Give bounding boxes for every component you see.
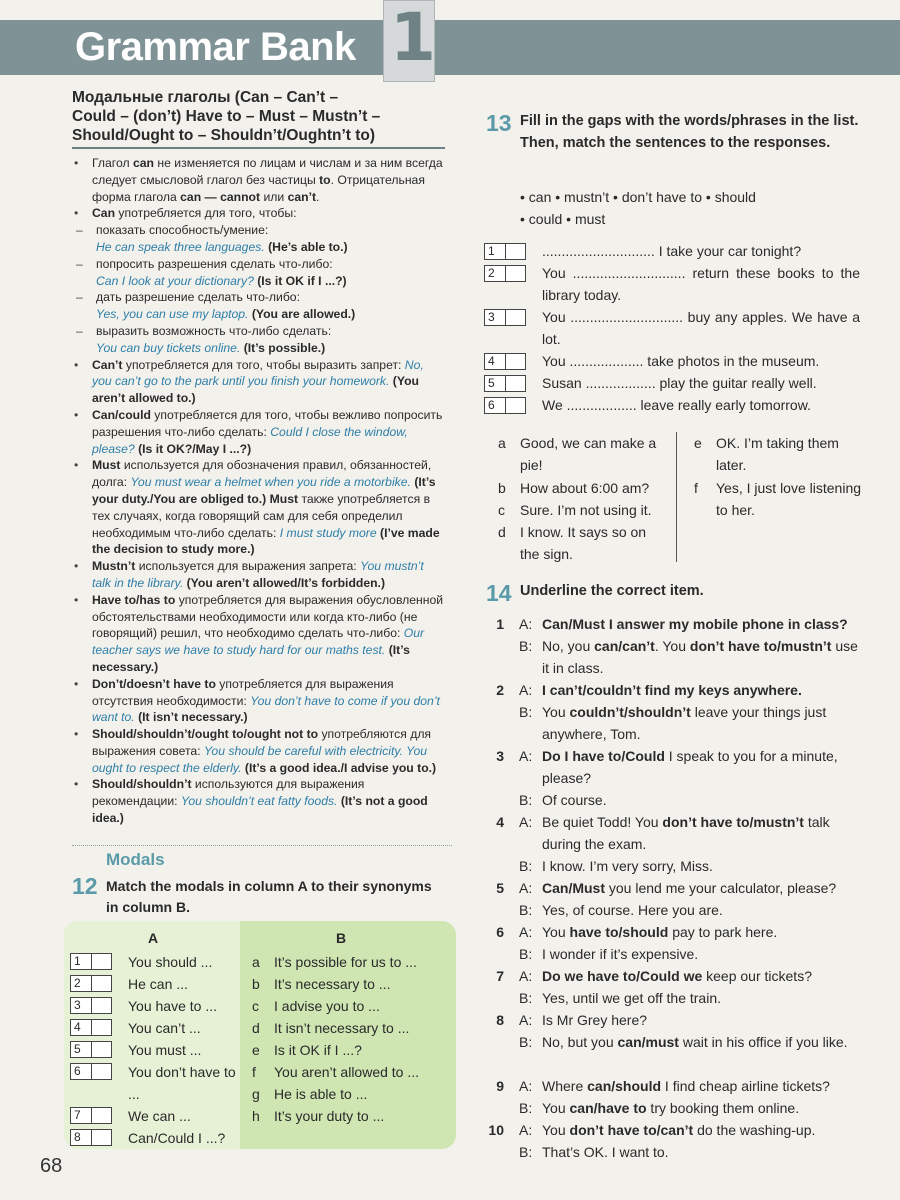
modals-section-title: Modals — [106, 850, 165, 869]
exercise-13-header — [486, 110, 866, 154]
column-b-letter: h — [252, 1108, 260, 1124]
column-a-item: You can’t ... — [128, 1020, 201, 1036]
column-b-letter: a — [252, 954, 260, 970]
heading-line-2: Could – (don’t) Have to – Must – Mustn’t – — [72, 108, 381, 125]
heading-rule — [72, 147, 445, 149]
rule-item: • Must используется для обозначения правил, обязанностей, долга: You must wear a helmet when you ride a motorbike. (It’s your duty./You are obliged to.) Must также употребляется в тех случаях, когда говорящий сам для себя определил необходимым что-либо сделать: I must study more (I’ve made the decision to study more.) — [72, 457, 445, 558]
answer-box[interactable]: 4 — [484, 353, 526, 370]
column-a-item: You must ... — [128, 1042, 202, 1058]
column-a-item: You don’t have to ... — [128, 1064, 236, 1102]
response-divider — [676, 432, 677, 562]
rule-subitem: – попросить разрешения сделать что-либо: — [72, 256, 445, 273]
exercise-number: 13 — [486, 110, 512, 136]
word-list-line: • can • mustn’t • don’t have to • should — [520, 189, 756, 205]
rule-item: • Should/shouldn’t/ought to/ought not to употребляются для выражения совета: You should be careful with electricity. You ought to respect the elderly. (It’s a good idea./I advise you to.) — [72, 726, 445, 776]
word-list — [520, 186, 860, 230]
column-b-item: He is able to ... — [274, 1086, 368, 1102]
column-b-letter: d — [252, 1020, 260, 1036]
gap-fill-sentence — [484, 372, 860, 394]
word-list-line: • could • must — [520, 211, 606, 227]
sentence-text: Susan .................. play the guitar really well. — [542, 375, 817, 391]
answer-box[interactable]: 3 — [70, 997, 112, 1014]
unit-number: 1 — [390, 0, 436, 76]
sentence-text: You ................... take photos in the museum. — [542, 353, 820, 369]
rule-item: • Глагол can не изменяется по лицам и числам и за ним всегда следует смысловой глагол без частицы to. Отрицательная форма глагола can — cannot или can’t. — [72, 155, 445, 205]
page-number: 68 — [40, 1155, 63, 1177]
column-b-item: It isn’t necessary to ... — [274, 1020, 410, 1036]
column-b-letter: f — [252, 1064, 256, 1080]
column-b-letter: b — [252, 976, 260, 992]
heading-line-1: Модальные глаголы (Can – Can’t – — [72, 89, 339, 106]
sentence-text: You ............................. return these books to the library today. — [542, 265, 860, 303]
column-a-label: A — [148, 930, 159, 946]
column-a-item: We can ... — [128, 1108, 191, 1124]
answer-box[interactable]: 1 — [70, 953, 112, 970]
rule-item: • Don’t/doesn’t have to употребляется для выражения отсутствия необходимости: You don’t have to come if you don’t want to. (It isn’t necessary.) — [72, 676, 445, 726]
column-b-letter: g — [252, 1086, 260, 1102]
page-title: Grammar Bank — [75, 25, 356, 69]
answer-box[interactable]: 8 — [70, 1129, 112, 1146]
answer-box[interactable]: 6 — [484, 397, 526, 414]
grammar-heading — [72, 88, 445, 145]
column-b-item: It’s possible for us to ... — [274, 954, 417, 970]
rule-subitem: – дать разрешение сделать что-либо: — [72, 289, 445, 306]
answer-box[interactable]: 2 — [70, 975, 112, 992]
column-b-item: It’s your duty to ... — [274, 1108, 385, 1124]
heading-line-3: Should/Ought to – Shouldn’t/Oughtn’t to) — [72, 127, 376, 144]
gap-fill-sentence — [484, 350, 860, 372]
sentence-text: You ............................. buy any apples. We have a lot. — [542, 309, 860, 347]
answer-box[interactable]: 3 — [484, 309, 526, 326]
exercise-12-header — [72, 873, 442, 918]
answer-box[interactable]: 7 — [70, 1107, 112, 1124]
rules-list: • Глагол can не изменяется по лицам и числам и за ним всегда следует смысловой глагол без частицы to. Отрицательная форма глагола can — cannot или can’t. • Can употребляется для того, чтобы: – показать способность/умение: He can speak three languages. (He’s able to.) – попросить разрешения сделать что-либо: Can I look at your dictionary? (Is it OK if I ...?) – дать разрешение сделать что-либо: Yes, you can use my laptop. (You are allowed.) – выразить возможность что-либо сделать: You can buy tickets online. (It’s possible.) • Can’t употребляется для того, чтобы выразить запрет: No, you can’t go to the park until you finish your homework. (You aren’t allowed to.) • Can/could употребляется для того, чтобы вежливо попросить разрешения что-либо сделать: Could I close the window, please? (Is it OK?/May I ...?) • Must используется для обозначения правил, обязанностей, долга: You must wear a helmet when you ride a motorbike. (It’s your duty./You are obliged to.) Must также употребляется в тех случаях, когда говорящий сам для себя определил необходимым что-либо сделать: I must study more (I’ve made the decision to study more.) • Mustn’t используется для выражения запрета: You mustn’t talk in the library. (You aren’t allowed/It’s forbidden.) • Have to/has to употребляется для выражения обусловленной обстоятельствами необходимости или когда кто-либо (не говорящий) решил, что необходимо сделать что-либо: Our teacher says we have to study hard for our maths test. (It’s necessary.) • Don’t/doesn’t have to употребляется для выражения отсутствия необходимости: You don’t have to come if you don’t want to. (It isn’t necessary.) • Should/shouldn’t/ought to/ought not to употребляются для выражения совета: You should be careful with electricity. You ought to respect the elderly. (It’s a good idea./I advise you to.) • Should/shouldn’t используются для выражения рекомендации: You shouldn’t eat fatty foods. (It’s not a good idea.) — [72, 155, 445, 827]
column-b-letter: e — [252, 1042, 260, 1058]
column-b-item: Is it OK if I ...? — [274, 1042, 362, 1058]
rule-item: • Should/shouldn’t используются для выражения рекомендации: You shouldn’t eat fatty foods. (It’s not a good idea.) — [72, 776, 445, 826]
sentence-text: ............................. I take your car tonight? — [542, 243, 802, 259]
exercise-number: 14 — [486, 580, 512, 606]
exercise-instruction: Fill in the gaps with the words/phrases in the list. Then, match the sentences to the responses. — [520, 113, 859, 151]
answer-box[interactable]: 4 — [70, 1019, 112, 1036]
gap-fill-sentence — [484, 306, 860, 350]
grammar-rules-section — [72, 88, 445, 827]
answer-box[interactable]: 2 — [484, 265, 526, 282]
column-b-label: B — [336, 930, 347, 946]
rule-item: • Mustn’t используется для выражения запрета: You mustn’t talk in the library. (You aren’t allowed/It’s forbidden.) — [72, 558, 445, 592]
exercise-instruction: Underline the correct item. — [520, 583, 704, 599]
column-a-item: You have to ... — [128, 998, 217, 1014]
exercise-number: 12 — [72, 873, 98, 899]
rule-subitem: – выразить возможность что-либо сделать: — [72, 323, 445, 340]
column-a-item: Can/Could I ...? — [128, 1130, 226, 1146]
column-b-item: I advise you to ... — [274, 998, 380, 1014]
answer-box[interactable]: 5 — [484, 375, 526, 392]
gap-fill-sentence — [484, 394, 860, 416]
column-a-item: You should ... — [128, 954, 213, 970]
answer-box[interactable]: 6 — [70, 1063, 112, 1080]
gap-fill-sentence — [484, 262, 860, 306]
column-b-letter: c — [252, 998, 259, 1014]
exercise-14-header — [486, 580, 704, 606]
answer-box[interactable]: 5 — [70, 1041, 112, 1058]
gap-fill-sentence — [484, 240, 860, 262]
rule-item: • Have to/has to употребляется для выражения обусловленной обстоятельствами необходимости или когда кто-либо (не говорящий) решил, что необходимо сделать что-либо: Our teacher says we have to study hard for our maths test. (It’s necessary.) — [72, 592, 445, 676]
exercise-instruction: Match the modals in column A to their synonyms in column B. — [106, 878, 432, 915]
answer-box[interactable]: 1 — [484, 243, 526, 260]
rule-item: • Can’t употребляется для того, чтобы выразить запрет: No, you can’t go to the park until you finish your homework. (You aren’t allowed to.) — [72, 357, 445, 407]
column-b-item: It’s necessary to ... — [274, 976, 391, 992]
column-a-item: He can ... — [128, 976, 188, 992]
section-divider — [72, 845, 452, 846]
unit-number-badge — [383, 0, 435, 82]
rule-subitem: – показать способность/умение: — [72, 222, 445, 239]
rule-item: • Can употребляется для того, чтобы: — [72, 205, 445, 222]
column-b-item: You aren’t allowed to ... — [274, 1064, 420, 1080]
sentence-text: We .................. leave really early tomorrow. — [542, 397, 811, 413]
rule-item: • Can/could употребляется для того, чтобы вежливо попросить разрешения что-либо сделать: Could I close the window, please? (Is it OK?/May I ...?) — [72, 407, 445, 457]
